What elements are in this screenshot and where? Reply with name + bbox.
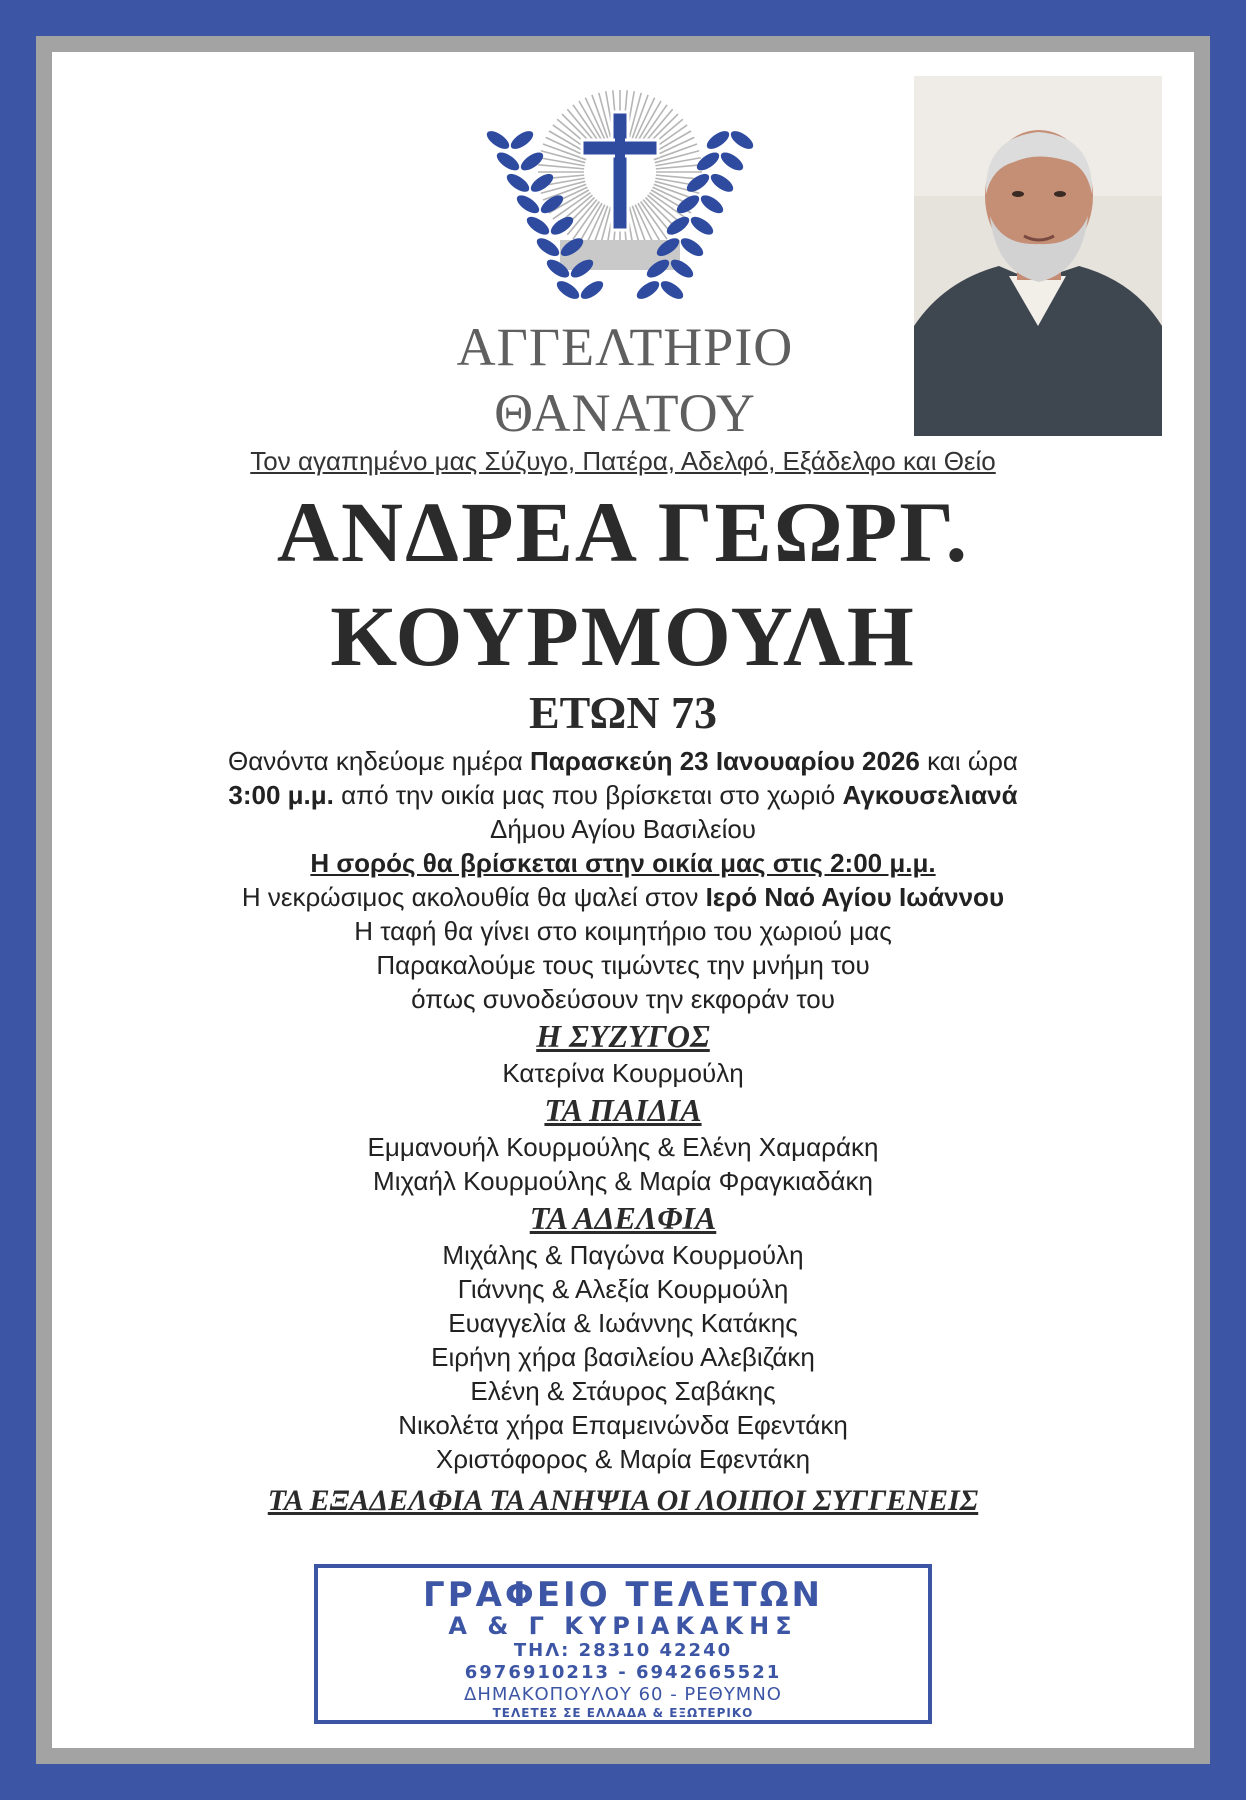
family-member: Ευαγγελία & Ιωάννης Κατάκης [448, 1308, 798, 1338]
intro-line: Τον αγαπημένο μας Σύζυγο, Πατέρα, Αδελφό, Εξάδελφο και Θείο [250, 446, 996, 476]
deceased-last-name: ΚΟΥΡΜΟΥΛΗ [330, 588, 916, 684]
viewing-time-line: Η σορός θα βρίσκεται στην οικία μας στις 2:00 μ.μ. [310, 848, 936, 878]
announcement-line: Παρακαλούμε τους τιμώντες την μνήμη του [376, 950, 870, 980]
family-member: Ειρήνη χήρα βασιλείου Αλεβιζάκη [431, 1342, 815, 1372]
church-name: Ιερό Ναό Αγίου Ιωάννου [705, 882, 1005, 912]
text-segment: Θανόντα κηδεύομε ημέρα [228, 746, 530, 776]
announcement-line: Η ταφή θα γίνει στο κοιμητήριο του χωριού μας [354, 916, 892, 946]
family-member: Κατερίνα Κουρμούλη [502, 1058, 744, 1088]
family-member: Ελένη & Στάυρος Σαβάκης [470, 1376, 776, 1406]
deceased-first-name: ΑΝΔΡΕΑ ΓΕΩΡΓ. [276, 484, 970, 580]
text-segment: Η νεκρώσιμος ακολουθία θα ψαλεί στον [241, 882, 706, 912]
family-list [52, 1016, 1194, 1476]
funeral-home-services: ΤΕΛΕΤΕΣ ΣΕ ΕΛΛΑΔΑ & ΕΞΩΤΕΡΙΚΟ [492, 1706, 754, 1720]
village-name: Αγκουσελιανά [842, 780, 1018, 810]
announcement-line [52, 778, 1194, 812]
family-member: Χριστόφορος & Μαρία Εφεντάκη [435, 1444, 811, 1474]
notice-title-line2: ΘΑΝΑΤΟΥ [494, 383, 756, 443]
family-member: Νικολέτα χήρα Επαμεινώνδα Εφεντάκη [398, 1410, 848, 1440]
announcement-text [52, 744, 1194, 1016]
funeral-date: Παρασκεύη 23 Ιανουαρίου 2026 [530, 746, 920, 776]
announcement-line [52, 744, 1194, 778]
deceased-age: ΕΤΩΝ 73 [528, 687, 718, 738]
spouse-heading: Η ΣΥΖΥΓΟΣ [536, 1018, 710, 1054]
announcement-line [52, 880, 1194, 914]
cross-laurel-icon [470, 90, 770, 330]
announcement-line: όπως συνοδεύσουν την εκφοράν του [411, 984, 835, 1014]
children-heading: ΤΑ ΠΑΙΔΙΑ [544, 1092, 702, 1128]
funeral-home-box [314, 1564, 932, 1724]
family-member: Μιχάλης & Παγώνα Κουρμούλη [442, 1240, 804, 1270]
text-segment: από την οικία μας που βρίσκεται στο χωριό [333, 780, 843, 810]
funeral-home-phone: ΤΗΛ: 28310 42240 [513, 1640, 733, 1661]
funeral-home-name: ΓΡΑΦΕΙΟ ΤΕΛΕΤΩΝ [423, 1575, 823, 1615]
funeral-home-address: ΔΗΜΑΚΟΠΟΥΛΟΥ 60 - ΡΕΘΥΜΝΟ [464, 1684, 782, 1705]
other-relatives-heading: ΤΑ ΕΞΑΔΕΛΦΙΑ ΤΑ ΑΝΗΨΙΑ ΟΙ ΛΟΙΠΟΙ ΣΥΓΓΕΝΕΙΣ [267, 1484, 979, 1517]
announcement-line: Δήμου Αγίου Βασιλείου [489, 814, 757, 844]
funeral-time: 3:00 μ.μ. [228, 780, 334, 810]
funeral-home-mobiles: 6976910213 - 6942665521 [464, 1662, 782, 1683]
funeral-home-owners: Α & Γ ΚΥΡΙΑΚΑΚΗΣ [448, 1612, 798, 1640]
family-member: Εμμανουήλ Κουρμούλης & Ελένη Χαμαράκη [367, 1132, 879, 1162]
portrait-photo [914, 76, 1162, 436]
siblings-heading: ΤΑ ΑΔΕΛΦΙΑ [529, 1200, 717, 1236]
family-member: Μιχαήλ Κουρμούλης & Μαρία Φραγκιαδάκη [373, 1166, 873, 1196]
family-member: Γιάννης & Αλεξία Κουρμούλη [457, 1274, 789, 1304]
text-segment: και ώρα [919, 746, 1018, 776]
notice-title-line1: ΑΓΓΕΛΤΗΡΙΟ [456, 317, 794, 377]
